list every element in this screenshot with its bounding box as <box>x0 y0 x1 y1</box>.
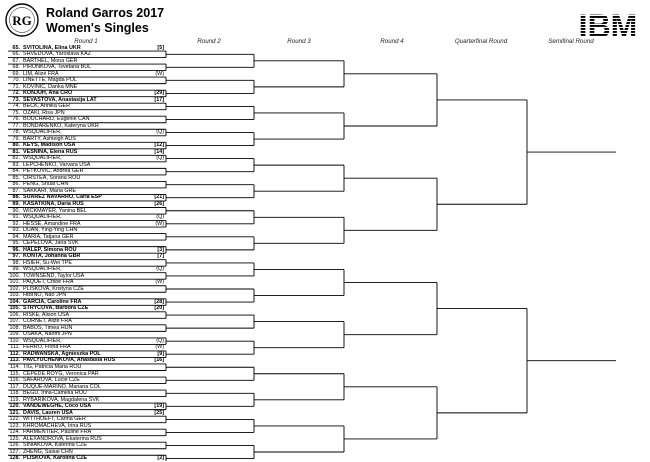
entry-number: 118. <box>9 390 20 397</box>
player-name: BOUCHARD, Eugenie CAN <box>23 116 90 123</box>
player-name: WSQUALIFIER, <box>23 155 62 162</box>
player-name: PETKOVIC, Andrea GER <box>23 168 84 175</box>
player-name: TIG, Patricia Maria ROU <box>23 363 82 370</box>
round-3-header: Round 3 <box>287 38 311 45</box>
player-name: BARTY, Ashleigh AUS <box>23 135 76 142</box>
entry-number: 74. <box>12 103 20 110</box>
player-name: VANDEWEGHE, Coco USA <box>23 403 92 410</box>
player-name: PENG, Shuai CHN <box>23 181 69 188</box>
seed-label: [7] <box>157 253 164 260</box>
player-name: RISKE, Alison USA <box>23 311 70 318</box>
player-name: KASATKINA, Daria RUS <box>23 200 84 207</box>
entry-number: 77. <box>12 122 20 129</box>
player-name: HSIEH, Su-Wei TPE <box>23 259 72 266</box>
entry-number: 109. <box>9 331 20 338</box>
page-title: Roland Garros 2017 <box>46 6 165 20</box>
player-name: OZAKI, Risa JPN <box>23 109 65 116</box>
seed-label: (Q) <box>156 155 164 162</box>
player-name: WSQUALIFIER, <box>23 214 62 221</box>
player-name: SAKKARI, Maria GRE <box>23 187 77 194</box>
player-name: MARIA, Tatjana GER <box>23 233 74 240</box>
player-name: PAVLYUCHENKOVA, Anastasia RUS <box>23 357 116 364</box>
entry-number: 68. <box>12 64 20 71</box>
entry-number: 120. <box>9 403 20 410</box>
entry-number: 126. <box>9 442 20 449</box>
entry-number: 80. <box>12 142 20 149</box>
entry-number: 107. <box>9 318 20 325</box>
player-name: STRYCOVA, Barbora CZE <box>23 305 89 312</box>
player-name: KOVINIC, Danka MNE <box>23 83 78 90</box>
entry-number: 110. <box>9 337 20 344</box>
player-name: SUAREZ NAVARRO, Carla ESP <box>23 194 102 201</box>
entry-number: 83. <box>12 161 20 168</box>
seed-label: [28] <box>154 298 164 305</box>
entry-number: 104. <box>9 298 20 305</box>
player-name: SVITOLINA, Elina UKR <box>23 44 81 51</box>
player-name: ZHENG, Saisai CHN <box>23 448 73 455</box>
seed-label: (Q) <box>156 337 164 344</box>
player-name: FERRO, Fiona FRA <box>23 344 71 351</box>
entry-number: 96. <box>12 246 20 253</box>
entry-number: 103. <box>9 292 20 299</box>
player-name: CIRSTEA, Sorana ROU <box>23 174 81 181</box>
entry-number: 105. <box>9 305 20 312</box>
seed-label: [26] <box>154 200 164 207</box>
entry-number: 79. <box>12 135 20 142</box>
player-name: PARMENTIER, Pauline FRA <box>23 429 92 436</box>
entry-number: 92. <box>12 220 20 227</box>
player-name: RYBARIKOVA, Magdalena SVK <box>23 396 100 403</box>
entry-number: 114. <box>9 363 20 370</box>
player-name: HESSE, Amandine FRA <box>23 220 81 227</box>
entry-number: 90. <box>12 207 20 214</box>
entry-number: 94. <box>12 233 20 240</box>
player-name: VESNINA, Elena RUS <box>23 148 78 155</box>
seed-label: [16] <box>154 357 164 364</box>
player-name: LINETTE, Magda POL <box>23 77 77 84</box>
player-name: PLISKOVA, Kristyna CZE <box>23 285 85 292</box>
entry-number: 99. <box>12 266 20 273</box>
entry-number: 125. <box>9 435 20 442</box>
seed-label: [20] <box>154 305 164 312</box>
seed-label: (W) <box>155 279 164 286</box>
entry-number: 122. <box>9 416 20 423</box>
svg-text:RG: RG <box>12 13 32 28</box>
entry-number: 86. <box>12 181 20 188</box>
seed-label: (Q) <box>156 129 164 136</box>
entry-number: 128. <box>9 455 20 462</box>
player-name: KONTA, Johanna GBR <box>23 253 81 260</box>
entry-number: 88. <box>12 194 20 201</box>
player-name: KEYS, Madison USA <box>23 142 76 149</box>
player-name: WSQUALIFIER, <box>23 266 62 273</box>
player-name: BARTHEL, Mona GER <box>23 57 78 64</box>
entry-number: 100. <box>9 272 20 279</box>
entry-number: 115. <box>9 370 20 377</box>
entry-number: 91. <box>12 214 20 221</box>
entry-number: 76. <box>12 116 20 123</box>
entry-number: 67. <box>12 57 20 64</box>
seed-label: [12] <box>154 142 164 149</box>
seed-label: (W) <box>155 70 164 77</box>
entry-number: 78. <box>12 129 20 136</box>
entry-number: 111. <box>10 344 20 351</box>
player-name: KHROMACHEVA, Irina RUS <box>23 422 92 429</box>
entry-number: 85. <box>12 174 20 181</box>
round-4-header: Round 4 <box>380 38 404 45</box>
player-name: HIBINO, Nao JPN <box>23 292 67 299</box>
entry-number: 70. <box>12 77 20 84</box>
entry-number: 72. <box>12 90 20 97</box>
player-name: CEPEDE ROYG, Veronica PAR <box>23 370 99 377</box>
seed-label: [19] <box>154 403 164 410</box>
entry-number: 95. <box>12 240 20 247</box>
player-name: WSQUALIFIER, <box>23 129 62 136</box>
entry-number: 121. <box>9 409 20 416</box>
player-name: SEVASTOVA, Anastasija LAT <box>23 96 97 103</box>
player-name: SINIAKOVA, Katerina CZE <box>23 442 88 449</box>
entry-number: 112. <box>9 350 20 357</box>
player-name: DAVIS, Lauren USA <box>23 409 73 416</box>
page-subtitle: Women's Singles <box>46 21 149 35</box>
player-name: RADWANSKA, Agnieszka POL <box>23 350 101 357</box>
player-name: BABOS, Timea HUN <box>23 324 73 331</box>
seed-label: (Q) <box>156 266 164 273</box>
entry-number: 84. <box>12 168 20 175</box>
player-name: HALEP, Simona ROU <box>23 246 77 253</box>
seed-label: [14] <box>154 148 164 155</box>
entry-number: 108. <box>9 324 20 331</box>
entry-number: 98. <box>12 259 20 266</box>
entry-number: 66. <box>12 51 20 58</box>
entry-number: 93. <box>12 227 20 234</box>
player-name: BECK, Annika GER <box>23 103 71 110</box>
seed-label: (W) <box>155 220 164 227</box>
player-name: GARCIA, Caroline FRA <box>23 298 82 305</box>
seed-label: (W) <box>155 344 164 351</box>
entry-number: 87. <box>12 187 20 194</box>
seed-label: [25] <box>154 409 164 416</box>
player-name: LEPCHENKO, Varvara USA <box>23 161 91 168</box>
seed-label: [17] <box>154 96 164 103</box>
player-name: KONJUH, Ana CRO <box>23 90 73 97</box>
entry-number: 123. <box>9 422 20 429</box>
player-name: CEPELOVA, Jana SVK <box>23 240 79 247</box>
player-name: DUQUE-MARINO, Mariana COL <box>23 383 101 390</box>
player-name: SHVEDOVA, Yaroslava KAZ <box>23 51 92 58</box>
seed-label: [9] <box>157 350 164 357</box>
player-name: CORNET, Alizé FRA <box>23 318 72 325</box>
entry-number: 127. <box>9 448 20 455</box>
player-name: WITTHOEFT, Carina GER <box>23 416 86 423</box>
player-name: WICKMAYER, Yanina BEL <box>23 207 87 214</box>
entry-number: 65. <box>12 44 20 51</box>
player-name: PIRONKOVA, Tsvetana BUL <box>23 64 92 71</box>
entry-number: 73. <box>12 96 20 103</box>
seed-label: [21] <box>154 194 164 201</box>
round-1-header: Round 1 <box>74 38 98 45</box>
player-name: OSAKA, Naomi JPN <box>23 331 72 338</box>
player-name: BONDARENKO, Kateryna UKR <box>23 122 99 129</box>
seed-label: [29] <box>154 90 164 97</box>
player-name: ALEXANDROVA, Ekaterina RUS <box>23 435 102 442</box>
entry-number: 69. <box>12 70 20 77</box>
player-name: WSQUALIFIER, <box>23 337 62 344</box>
entry-number: 75. <box>12 109 20 116</box>
player-name: TOWNSEND, Taylor USA <box>23 272 85 279</box>
svg-text:IBM: IBM <box>578 10 638 40</box>
player-name: LIM, Alizé FRA <box>23 70 59 77</box>
seed-label: [3] <box>157 246 164 253</box>
seed-label: (Q) <box>156 214 164 221</box>
entry-number: 113. <box>9 357 20 364</box>
entry-number: 82. <box>12 155 20 162</box>
entry-number: 71. <box>12 83 20 90</box>
player-name: PLISKOVA, Karolina CZE <box>23 455 87 462</box>
seed-label: [2] <box>157 455 164 462</box>
entry-number: 119. <box>9 396 20 403</box>
player-name: BEGU, Irina-Camelia ROU <box>23 390 87 397</box>
player-name: PAQUET, Chloe FRA <box>23 279 74 286</box>
entry-number: 102. <box>9 285 20 292</box>
quarterfinal-header: Quarterfinal Round <box>454 38 508 45</box>
entry-number: 89. <box>12 200 20 207</box>
entry-number: 101. <box>9 279 20 286</box>
round-2-header: Round 2 <box>197 38 221 45</box>
entry-number: 81. <box>12 148 20 155</box>
player-name: DUAN, Ying-Ying CHN <box>23 227 78 234</box>
semifinal-header: Semifinal Round <box>548 38 594 45</box>
entry-number: 117. <box>9 383 20 390</box>
entry-number: 124. <box>9 429 20 436</box>
seed-label: [5] <box>157 44 164 51</box>
entry-number: 97. <box>12 253 20 260</box>
entry-number: 116. <box>9 377 20 384</box>
player-name: SAFAROVA, Lucie CZE <box>23 377 80 384</box>
entry-number: 106. <box>9 311 20 318</box>
